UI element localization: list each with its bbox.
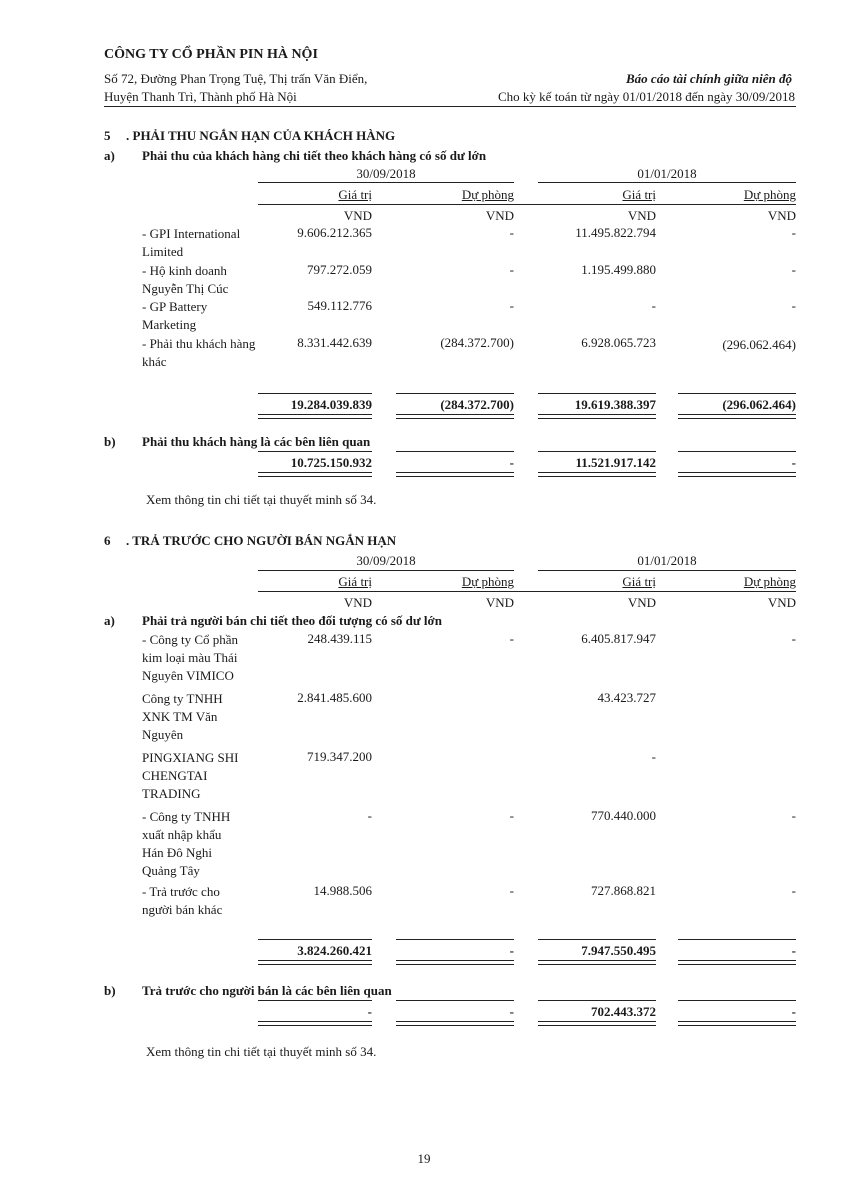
s5b-doubleline	[258, 472, 372, 477]
s5-colhead-divider	[258, 204, 796, 205]
s5b-provision1: -	[509, 455, 514, 470]
s5-date1-underline	[258, 182, 514, 183]
section5-a-title: Phải thu của khách hàng chi tiết theo khách hàng có số dư lớn	[142, 148, 487, 163]
s5-total-doubleline	[538, 414, 656, 419]
s5b-topline	[678, 451, 796, 452]
section5-number: 5	[104, 128, 111, 143]
section6-number: 6	[104, 533, 111, 548]
s6-date1-underline	[258, 570, 514, 571]
row-value2: 6.405.817.947	[581, 631, 656, 646]
row-provision2: (296.062.464)	[722, 337, 796, 352]
s6-currency1: VND	[343, 595, 372, 610]
row-provision2: -	[791, 225, 796, 240]
s6b-doubleline	[538, 1021, 656, 1026]
row-label: - GP Battery Marketing	[142, 299, 208, 332]
row-label: - Công ty Cổ phần kim loại màu Thái Nguyên VIMICO	[142, 632, 239, 683]
s5-col-value2: Giá trị	[622, 187, 656, 202]
s6-col-value2: Giá trị	[622, 574, 656, 589]
row-value2: 770.440.000	[591, 808, 656, 823]
row-label: - Hộ kinh doanh Nguyễn Thị Cúc	[142, 263, 229, 296]
s5-col-value1: Giá trị	[338, 187, 372, 202]
row-value2: 43.423.727	[597, 690, 656, 705]
row-provision1: -	[509, 225, 514, 240]
company-address-line1: Số 72, Đường Phan Trọng Tuệ, Thị trấn Văn Điển,	[104, 71, 368, 86]
row-provision2: -	[791, 631, 796, 646]
row-label: PINGXIANG SHI CHENGTAI TRADING	[142, 750, 239, 801]
s5-total-doubleline	[396, 414, 514, 419]
s6b-topline	[538, 1000, 656, 1001]
row-provision1: -	[509, 262, 514, 277]
s5-total-doubleline	[258, 414, 372, 419]
s6-col-value1: Giá trị	[338, 574, 372, 589]
row-provision1: -	[509, 631, 514, 646]
s5-total-topline	[678, 393, 796, 394]
report-title: Báo cáo tài chính giữa niên độ	[626, 71, 792, 86]
row-label: - Phải thu khách hàng khác	[142, 336, 256, 369]
section5-b-marker: b)	[104, 434, 116, 449]
section6-b-title: Trả trước cho người bán là các bên liên quan	[142, 983, 392, 998]
s6-total-topline	[538, 939, 656, 940]
s6b-topline	[258, 1000, 372, 1001]
company-address-line2: Huyện Thanh Trì, Thành phố Hà Nội	[104, 89, 297, 104]
s6b-topline	[678, 1000, 796, 1001]
section5-a-marker: a)	[104, 148, 115, 163]
row-provision2: -	[791, 298, 796, 313]
s5b-doubleline	[396, 472, 514, 477]
s5-total-topline	[396, 393, 514, 394]
company-name: CÔNG TY CỔ PHẦN PIN HÀ NỘI	[104, 47, 318, 62]
s5b-topline	[258, 451, 372, 452]
s5-total-provision1: (284.372.700)	[440, 397, 514, 412]
row-value2: 1.195.499.880	[581, 262, 656, 277]
row-label: - Công ty TNHH xuất nhập khẩu Hán Đô Nghi Quảng Tây	[142, 809, 231, 878]
s5-currency1: VND	[343, 208, 372, 223]
row-value2: 11.495.822.794	[575, 225, 656, 240]
row-provision2: -	[791, 808, 796, 823]
section6-title: . TRẢ TRƯỚC CHO NGƯỜI BÁN NGẮN HẠN	[126, 533, 397, 548]
s5-total-topline	[258, 393, 372, 394]
s6b-doubleline	[678, 1021, 796, 1026]
row-value2: 727.868.821	[591, 883, 656, 898]
s6-total-provision2: -	[791, 943, 796, 958]
page-number: 19	[417, 1151, 431, 1166]
s6b-value2: 702.443.372	[591, 1004, 656, 1019]
s5-total-value2: 19.619.388.397	[574, 397, 656, 412]
section5-note: Xem thông tin chi tiết tại thuyết minh số 34.	[146, 492, 377, 507]
row-value1: 8.331.442.639	[297, 335, 372, 350]
s5-total-value1: 19.284.039.839	[290, 397, 372, 412]
row-value2: 6.928.065.723	[581, 335, 656, 350]
s6-currency3: VND	[627, 595, 656, 610]
s6-total-value1: 3.824.260.421	[297, 943, 372, 958]
section6-note: Xem thông tin chi tiết tại thuyết minh số 34.	[146, 1044, 377, 1059]
s6-currency4: VND	[767, 595, 796, 610]
section5-b-title: Phải thu khách hàng là các bên liên quan	[142, 434, 371, 449]
s6b-doubleline	[258, 1021, 372, 1026]
s5b-provision2: -	[791, 455, 796, 470]
row-provision2: -	[791, 883, 796, 898]
s6-total-topline	[258, 939, 372, 940]
s5-date2-header: 01/01/2018	[637, 166, 697, 181]
row-label: - Trả trước cho người bán khác	[142, 884, 223, 917]
s6-total-value2: 7.947.550.495	[581, 943, 656, 958]
header-divider	[104, 106, 796, 107]
s5b-topline	[396, 451, 514, 452]
s6b-doubleline	[396, 1021, 514, 1026]
s6-total-doubleline	[678, 960, 796, 965]
s5-currency4: VND	[767, 208, 796, 223]
s6-total-doubleline	[258, 960, 372, 965]
s5-date1-header: 30/09/2018	[356, 166, 416, 181]
s5-total-topline	[538, 393, 656, 394]
s6-total-doubleline	[538, 960, 656, 965]
s6-col-provision2: Dự phòng	[743, 574, 796, 589]
s6b-provision1: -	[509, 1004, 514, 1019]
s6-date1-header: 30/09/2018	[356, 553, 416, 568]
s5-total-doubleline	[678, 414, 796, 419]
row-label: - GPI International Limited	[142, 226, 241, 259]
s6b-topline	[396, 1000, 514, 1001]
s5-currency3: VND	[627, 208, 656, 223]
s6-total-provision1: -	[509, 943, 514, 958]
s5b-topline	[538, 451, 656, 452]
s5b-doubleline	[538, 472, 656, 477]
s5-currency2: VND	[485, 208, 514, 223]
row-value1: 248.439.115	[307, 631, 372, 646]
row-provision2: -	[791, 262, 796, 277]
section6-b-marker: b)	[104, 983, 116, 998]
row-provision1: -	[509, 298, 514, 313]
row-value1: -	[367, 808, 372, 823]
s6-date2-header: 01/01/2018	[637, 553, 697, 568]
s6-total-topline	[678, 939, 796, 940]
row-provision1: (284.372.700)	[440, 335, 514, 350]
s6-col-provision1: Dự phòng	[461, 574, 514, 589]
s5-col-provision1: Dự phòng	[461, 187, 514, 202]
s5-date2-underline	[538, 182, 796, 183]
row-label: Công ty TNHH XNK TM Văn Nguyên	[142, 691, 223, 742]
s5b-doubleline	[678, 472, 796, 477]
s6-currency2: VND	[485, 595, 514, 610]
report-period: Cho kỳ kế toán từ ngày 01/01/2018 đến ngày 30/09/2018	[498, 89, 795, 104]
s6-total-topline	[396, 939, 514, 940]
row-provision1: -	[509, 883, 514, 898]
section6-a-marker: a)	[104, 613, 115, 628]
section5-title: . PHẢI THU NGẮN HẠN CỦA KHÁCH HÀNG	[126, 128, 396, 143]
row-value1: 14.988.506	[313, 883, 372, 898]
row-value2: -	[651, 749, 656, 764]
s6-total-doubleline	[396, 960, 514, 965]
section6-a-title: Phải trả người bán chi tiết theo đối tượng có số dư lớn	[142, 613, 442, 628]
s5b-value1: 10.725.150.932	[290, 455, 372, 470]
row-provision1: -	[509, 808, 514, 823]
s6b-provision2: -	[791, 1004, 796, 1019]
s6b-value1: -	[367, 1004, 372, 1019]
s5-total-provision2: (296.062.464)	[722, 397, 796, 412]
row-value1: 2.841.485.600	[297, 690, 372, 705]
row-value1: 549.112.776	[307, 298, 372, 313]
row-value2: -	[651, 298, 656, 313]
s6-colhead-divider	[258, 591, 796, 592]
s5-col-provision2: Dự phòng	[743, 187, 796, 202]
row-value1: 719.347.200	[307, 749, 372, 764]
row-value1: 797.272.059	[307, 262, 372, 277]
s5b-value2: 11.521.917.142	[575, 455, 656, 470]
s6-date2-underline	[538, 570, 796, 571]
row-value1: 9.606.212.365	[297, 225, 372, 240]
